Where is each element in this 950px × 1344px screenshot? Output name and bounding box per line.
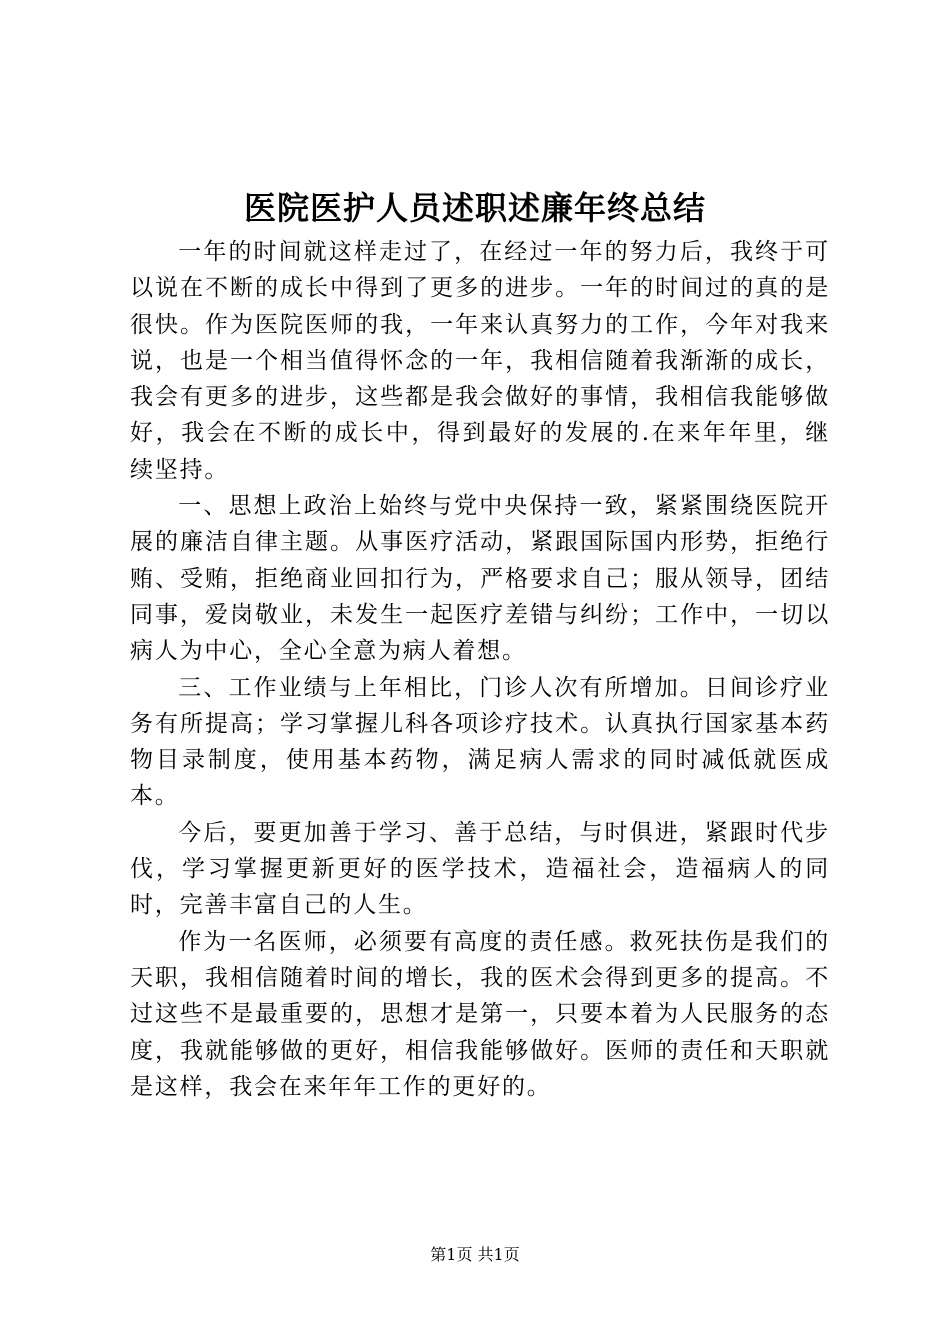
- paragraph-intro: 一年的时间就这样走过了，在经过一年的努力后，我终于可以说在不断的成长中得到了更多的进步。一年的时间过的真的是很快。作为医院医师的我，一年来认真努力的工作，今年对我来说，也是一个相当值得怀念的一年，我相信随着我渐渐的成长，我会有更多的进步，这些都是我会做好的事情，我相信我能够做好，我会在不断的成长中，得到最好的发展的.在来年年里，继续坚持。: [130, 239, 830, 483]
- page-number-footer: 第1页 共1页: [430, 1245, 520, 1264]
- document-title: 医院医护人员述职述廉年终总结: [243, 189, 706, 227]
- document-body: [130, 234, 830, 1105]
- paragraph-politics: 一、思想上政治上始终与党中央保持一致，紧紧围绕医院开展的廉洁自律主题。从事医疗活动，紧跟国际国内形势，拒绝行贿、受贿，拒绝商业回扣行为，严格要求自己；服从领导，团结同事，爱岗敬业，未发生一起医疗差错与纠纷；工作中，一切以病人为中心，全心全意为病人着想。: [130, 493, 830, 665]
- paragraph-responsibility: 作为一名医师，必须要有高度的责任感。救死扶伤是我们的天职，我相信随着时间的增长，我的医术会得到更多的提高。不过这些不是最重要的，思想才是第一，只要本着为人民服务的态度，我就能够做的更好，相信我能够做好。医师的责任和天职就是这样，我会在来年年工作的更好的。: [130, 928, 830, 1100]
- paragraph-performance: 三、工作业绩与上年相比，门诊人次有所增加。日间诊疗业务有所提高；学习掌握儿科各项诊疗技术。认真执行国家基本药物目录制度，使用基本药物，满足病人需求的同时减低就医成本。: [130, 674, 830, 810]
- paragraph-future: 今后，要更加善于学习、善于总结，与时俱进，紧跟时代步伐，学习掌握更新更好的医学技术，造福社会，造福病人的同时，完善丰富自己的人生。: [130, 819, 830, 919]
